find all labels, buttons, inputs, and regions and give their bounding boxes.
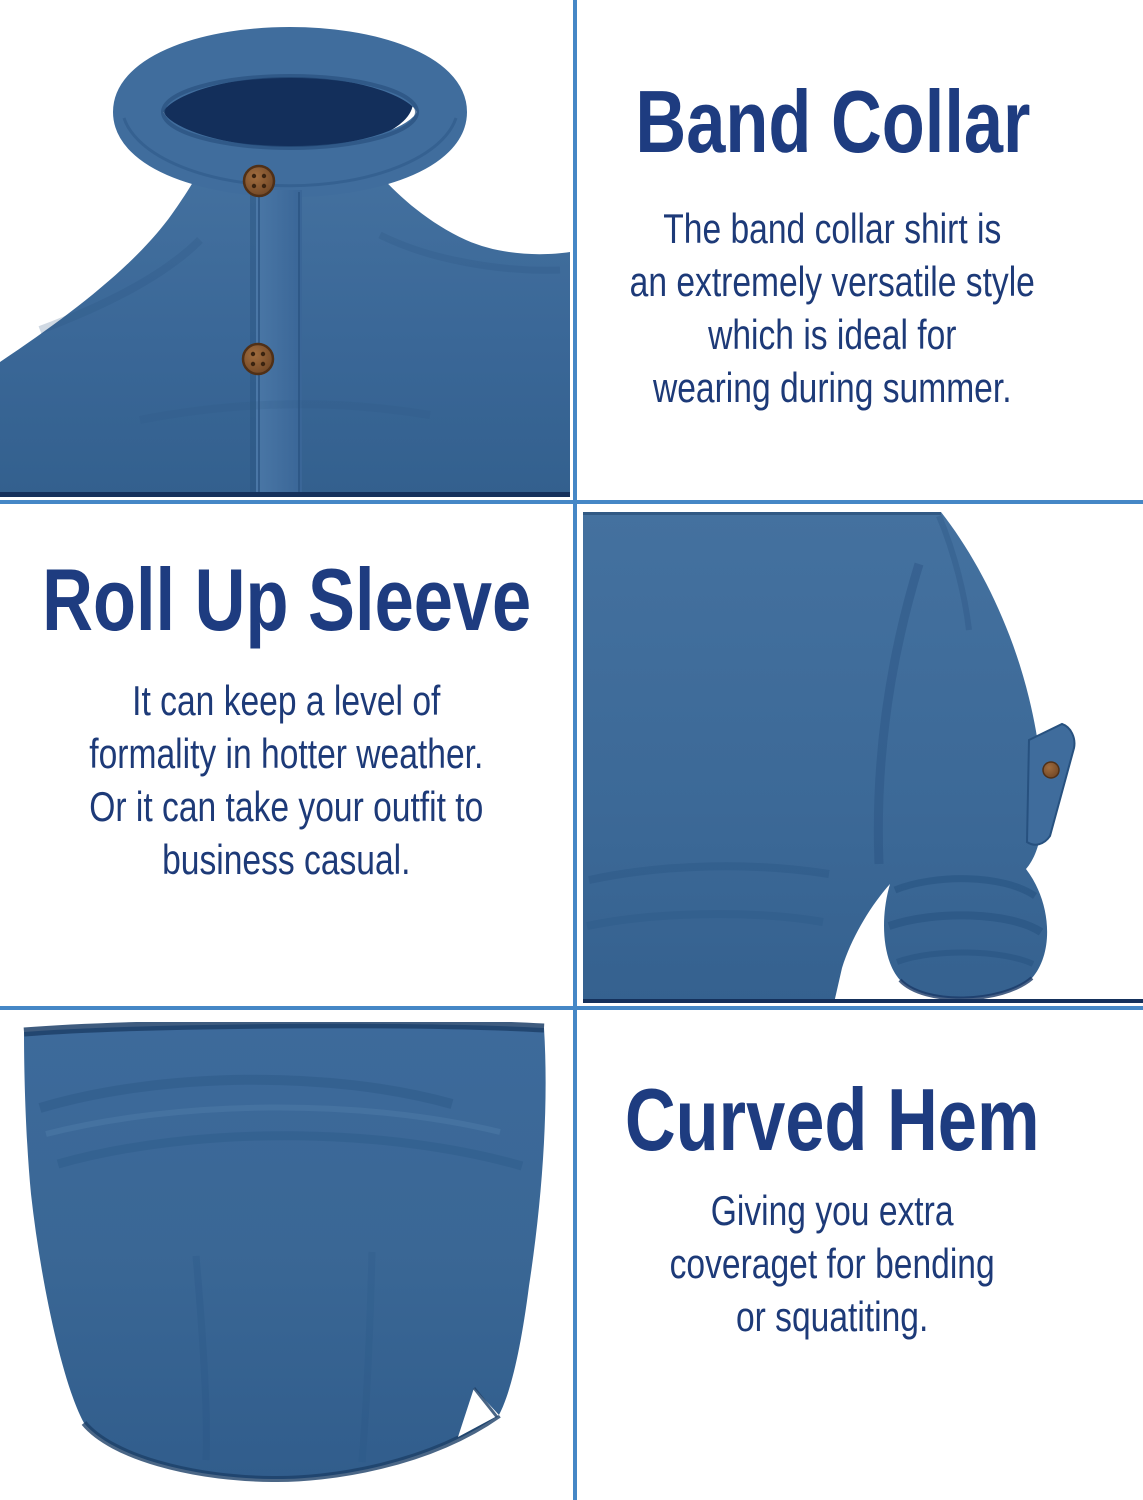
body-line: The band collar shirt is [663, 205, 1002, 252]
rolled-up-sleeve-illustration [583, 512, 1143, 1003]
curved-hem-illustration [0, 1016, 570, 1500]
vertical-divider [573, 0, 577, 1500]
section-title: Curved Hem [625, 1070, 1040, 1169]
body-line: formality in hotter weather. [89, 730, 484, 777]
section-title: Band Collar [634, 72, 1031, 171]
body-line: or squatiting. [736, 1293, 929, 1340]
body-line: Or it can take your outfit to [89, 783, 484, 830]
section-body [89, 674, 483, 886]
section-body [670, 1184, 995, 1343]
rolled-up-sleeve-photo [583, 512, 1143, 1003]
body-line: Giving you extra [711, 1187, 954, 1234]
body-line: which is ideal for [708, 311, 957, 358]
body-line: coveraget for bending [669, 1240, 996, 1287]
horizontal-divider-2 [0, 1006, 1143, 1010]
curved-hem-text-block [577, 1010, 1143, 1500]
horizontal-divider-1 [0, 500, 1143, 504]
collar-button-top [244, 166, 274, 196]
band-collar-text-block [577, 0, 1143, 500]
body-line: wearing during summer. [653, 364, 1012, 411]
body-line: an extremely versatile style [629, 258, 1036, 305]
band-collar-photo [0, 0, 570, 497]
body-line: It can keep a level of [132, 677, 441, 724]
curved-hem-photo [0, 1016, 570, 1500]
body-line: business casual. [162, 836, 411, 883]
placket-button [243, 344, 273, 374]
section-title: Roll Up Sleeve [41, 550, 532, 649]
roll-up-sleeve-text-block [0, 504, 573, 1006]
section-body [630, 202, 1035, 414]
band-collar-shirt-illustration [0, 0, 570, 497]
